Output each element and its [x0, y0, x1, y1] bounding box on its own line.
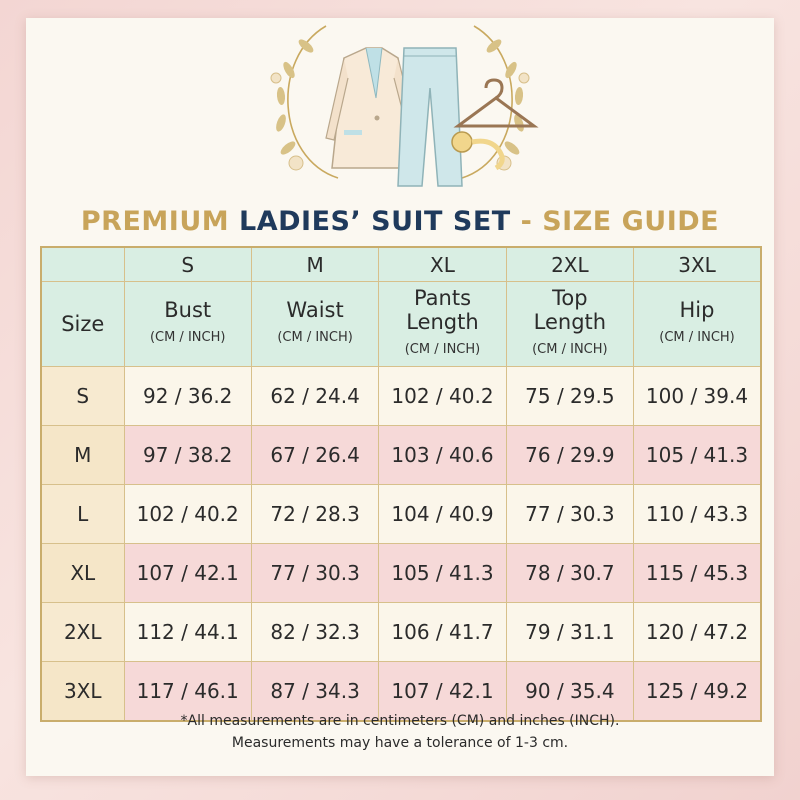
bust-cell: 92 / 36.2 [124, 367, 251, 426]
column-header-bust [124, 282, 251, 367]
waist-cell: 62 / 24.4 [251, 367, 378, 426]
top-header-cell [41, 247, 124, 282]
size-cell: L [41, 485, 124, 544]
hanger-icon [458, 80, 534, 126]
column-header-pants-length [379, 282, 506, 367]
hip-cell: 125 / 49.2 [634, 662, 761, 722]
top-length-cell: 78 / 30.7 [506, 544, 633, 603]
size-cell: S [41, 367, 124, 426]
footnote-line-2: Measurements may have a tolerance of 1-3 cm. [231, 735, 569, 751]
table-row [41, 544, 761, 603]
hip-cell: 115 / 45.3 [634, 544, 761, 603]
table-top-header-row [41, 247, 761, 282]
table-column-header-row [41, 282, 761, 367]
pants-length-cell: 104 / 40.9 [379, 485, 506, 544]
size-cell: M [41, 426, 124, 485]
column-name: Pants [413, 286, 472, 310]
hip-cell: 100 / 39.4 [634, 367, 761, 426]
top-length-cell: 76 / 29.9 [506, 426, 633, 485]
pants-length-cell: 107 / 42.1 [379, 662, 506, 722]
hip-cell: 110 / 43.3 [634, 485, 761, 544]
bust-cell: 117 / 46.1 [124, 662, 251, 722]
column-name: Hip [679, 298, 715, 322]
column-unit: (CM / INCH) [659, 330, 735, 345]
top-header-cell: M [251, 247, 378, 282]
column-unit: (CM / INCH) [404, 342, 481, 357]
trousers-icon [398, 48, 462, 186]
title-size-guide: SIZE GUIDE [542, 206, 720, 237]
suit-illustration [26, 18, 774, 203]
pants-length-cell: 105 / 41.3 [379, 544, 506, 603]
waist-cell: 87 / 34.3 [251, 662, 378, 722]
column-name-line2: Length [406, 310, 479, 334]
waist-cell: 82 / 32.3 [251, 603, 378, 662]
column-name: Top [552, 286, 588, 310]
column-name: Bust [164, 298, 212, 322]
size-cell: 3XL [41, 662, 124, 722]
table-row [41, 426, 761, 485]
column-header-top-length [506, 282, 633, 367]
top-length-cell: 77 / 30.3 [506, 485, 633, 544]
footnote-line-1: *All measurements are in centimeters (CM) and inches (INCH). [180, 713, 620, 729]
bust-cell: 97 / 38.2 [124, 426, 251, 485]
waist-cell: 67 / 26.4 [251, 426, 378, 485]
top-length-cell: 90 / 35.4 [506, 662, 633, 722]
table-row [41, 367, 761, 426]
hip-cell: 105 / 41.3 [634, 426, 761, 485]
title-product: LADIES’ SUIT SET [239, 206, 511, 237]
table-row [41, 485, 761, 544]
table-row [41, 603, 761, 662]
page-title [26, 202, 774, 242]
top-length-cell: 79 / 31.1 [506, 603, 633, 662]
column-header-hip [634, 282, 761, 367]
top-header-cell: 2XL [506, 247, 633, 282]
top-length-cell: 75 / 29.5 [506, 367, 633, 426]
column-unit: (CM / INCH) [277, 330, 353, 345]
top-header-cell: 3XL [634, 247, 761, 282]
waist-cell: 77 / 30.3 [251, 544, 378, 603]
column-header-waist [251, 282, 378, 367]
bust-cell: 102 / 40.2 [124, 485, 251, 544]
column-unit: (CM / INCH) [532, 342, 608, 357]
column-name: Waist [286, 298, 344, 322]
hip-cell: 120 / 47.2 [634, 603, 761, 662]
top-header-cell: S [124, 247, 251, 282]
pants-length-cell: 106 / 41.7 [379, 603, 506, 662]
footnote [26, 710, 774, 754]
size-guide-card [26, 18, 774, 776]
size-cell: XL [41, 544, 124, 603]
bust-cell: 112 / 44.1 [124, 603, 251, 662]
title-premium: PREMIUM [80, 206, 240, 237]
top-header-cell: XL [379, 247, 506, 282]
pants-length-cell: 103 / 40.6 [379, 426, 506, 485]
size-table [40, 246, 762, 722]
size-column-header: Size [41, 282, 124, 367]
pants-length-cell: 102 / 40.2 [379, 367, 506, 426]
title-separator: - [510, 206, 543, 237]
bust-cell: 107 / 42.1 [124, 544, 251, 603]
waist-cell: 72 / 28.3 [251, 485, 378, 544]
column-name-line2: Length [533, 310, 607, 334]
column-unit: (CM / INCH) [149, 330, 226, 345]
size-cell: 2XL [41, 603, 124, 662]
